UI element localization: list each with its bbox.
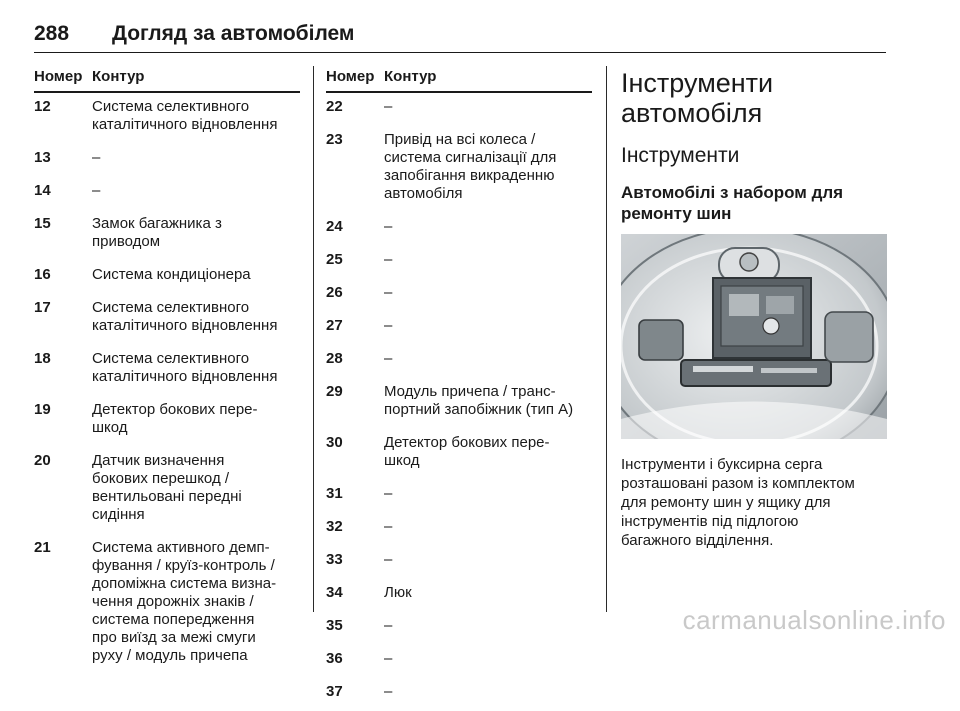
fuse-circuit: – (384, 350, 393, 367)
table-row (326, 246, 592, 279)
tools-section (621, 68, 887, 550)
table-row (326, 645, 592, 678)
table-header (326, 68, 592, 93)
fuse-circuit: – (384, 284, 393, 301)
fuse-number: 14 (34, 182, 51, 199)
table-row (326, 312, 592, 345)
fuse-number: 34 (326, 584, 343, 601)
fuse-circuit: – (384, 317, 393, 334)
fuse-number: 33 (326, 551, 343, 568)
fuse-circuit: – (384, 650, 393, 667)
tool-kit-illustration (621, 234, 887, 439)
fuse-circuit: – (384, 683, 393, 700)
fuse-circuit: – (384, 551, 393, 568)
fuse-number: 26 (326, 284, 343, 301)
fuse-number: 22 (326, 98, 343, 115)
fuse-circuit: Люк (384, 584, 412, 601)
fuse-table-right (326, 68, 592, 711)
table-row (326, 378, 592, 429)
fuse-number: 31 (326, 485, 343, 502)
table-row (326, 513, 592, 546)
fuse-number: 17 (34, 299, 51, 316)
table-row (34, 261, 300, 294)
fuse-circuit: – (92, 149, 101, 166)
subsection-heading: Інструменти (621, 144, 740, 167)
table-row (34, 144, 300, 177)
fuse-number: 35 (326, 617, 343, 634)
table-row (326, 279, 592, 312)
column-divider (313, 66, 314, 612)
table-row (326, 93, 592, 126)
fuse-circuit: – (384, 98, 393, 115)
fuse-number: 27 (326, 317, 343, 334)
page-number: 288 (34, 22, 70, 45)
fuse-circuit: Система активного демп- фування / круїз-контроль / допоміжна система визна- чення дорожніх знаків / система попередження про виїзд за межі смуги руху / модуль причепа (92, 539, 277, 664)
sub-subsection-heading: Автомобілі з набором для ремонту шин (621, 183, 844, 223)
fuse-number: 25 (326, 251, 343, 268)
fuse-number: 37 (326, 683, 343, 700)
fuse-number: 13 (34, 149, 51, 166)
spare-well-image (621, 234, 887, 439)
fuse-number: 21 (34, 539, 51, 556)
table-row (326, 213, 592, 246)
table-header (34, 68, 300, 93)
fuse-number: 30 (326, 434, 343, 451)
table-row (34, 93, 300, 144)
fuse-circuit: – (92, 182, 101, 199)
column-header-circuit: Контур (384, 68, 437, 85)
table-body (34, 93, 300, 675)
fuse-circuit: Детектор бокових пере- шкод (92, 401, 258, 436)
column-header-number: Номер (34, 68, 83, 85)
table-row (326, 612, 592, 645)
fuse-number: 20 (34, 452, 51, 469)
fuse-circuit: Система селективного каталітичного відновлення (92, 299, 278, 334)
fuse-circuit: Привід на всі колеса / система сигналізації для запобігання викраденню автомобіля (384, 131, 557, 202)
table-row (326, 345, 592, 378)
fuse-circuit: – (384, 485, 393, 502)
fuse-circuit: – (384, 251, 393, 268)
table-row (326, 546, 592, 579)
fuse-number: 32 (326, 518, 343, 535)
fuse-number: 16 (34, 266, 51, 283)
table-body (326, 93, 592, 711)
table-row (326, 678, 592, 711)
fuse-circuit: Система селективного каталітичного відновлення (92, 98, 278, 133)
figure-caption: Інструменти і буксирна серга розташовані разом із комплектом для ремонту шин у ящику для інструментів під підлогою багажного відділення. (621, 456, 855, 549)
fuse-number: 28 (326, 350, 343, 367)
table-row (34, 294, 300, 345)
watermark: carmanualsonline.info (682, 605, 946, 635)
fuse-number: 15 (34, 215, 51, 232)
fuse-number: 24 (326, 218, 343, 235)
fuse-circuit: Система кондиціонера (92, 266, 251, 283)
table-row (326, 579, 592, 612)
fuse-circuit: – (384, 518, 393, 535)
fuse-circuit: Детектор бокових пере- шкод (384, 434, 550, 469)
table-row (34, 345, 300, 396)
table-row (34, 396, 300, 447)
table-row (326, 480, 592, 513)
fuse-number: 19 (34, 401, 51, 418)
fuse-circuit: Модуль причепа / транс- портний запобіжник (тип А) (384, 383, 574, 418)
column-header-circuit: Контур (92, 68, 145, 85)
table-row (326, 429, 592, 480)
fuse-table-left (34, 68, 300, 675)
page-header (34, 18, 886, 53)
page-title: Догляд за автомобілем (112, 22, 355, 45)
fuse-circuit: Система селективного каталітичного відновлення (92, 350, 278, 385)
fuse-number: 12 (34, 98, 51, 115)
column-divider (606, 66, 607, 612)
fuse-circuit: Датчик визначення бокових перешкод / вентильовані передні сидіння (92, 452, 242, 523)
table-row (326, 126, 592, 213)
fuse-number: 18 (34, 350, 51, 367)
fuse-number: 29 (326, 383, 343, 400)
section-heading: Інструменти автомобіля (621, 68, 774, 128)
fuse-circuit: – (384, 617, 393, 634)
table-row (34, 210, 300, 261)
fuse-circuit: – (384, 218, 393, 235)
table-row (34, 447, 300, 534)
fuse-number: 23 (326, 131, 343, 148)
fuse-number: 36 (326, 650, 343, 667)
column-header-number: Номер (326, 68, 375, 85)
fuse-circuit: Замок багажника з приводом (92, 215, 222, 250)
table-row (34, 177, 300, 210)
table-row (34, 534, 300, 675)
